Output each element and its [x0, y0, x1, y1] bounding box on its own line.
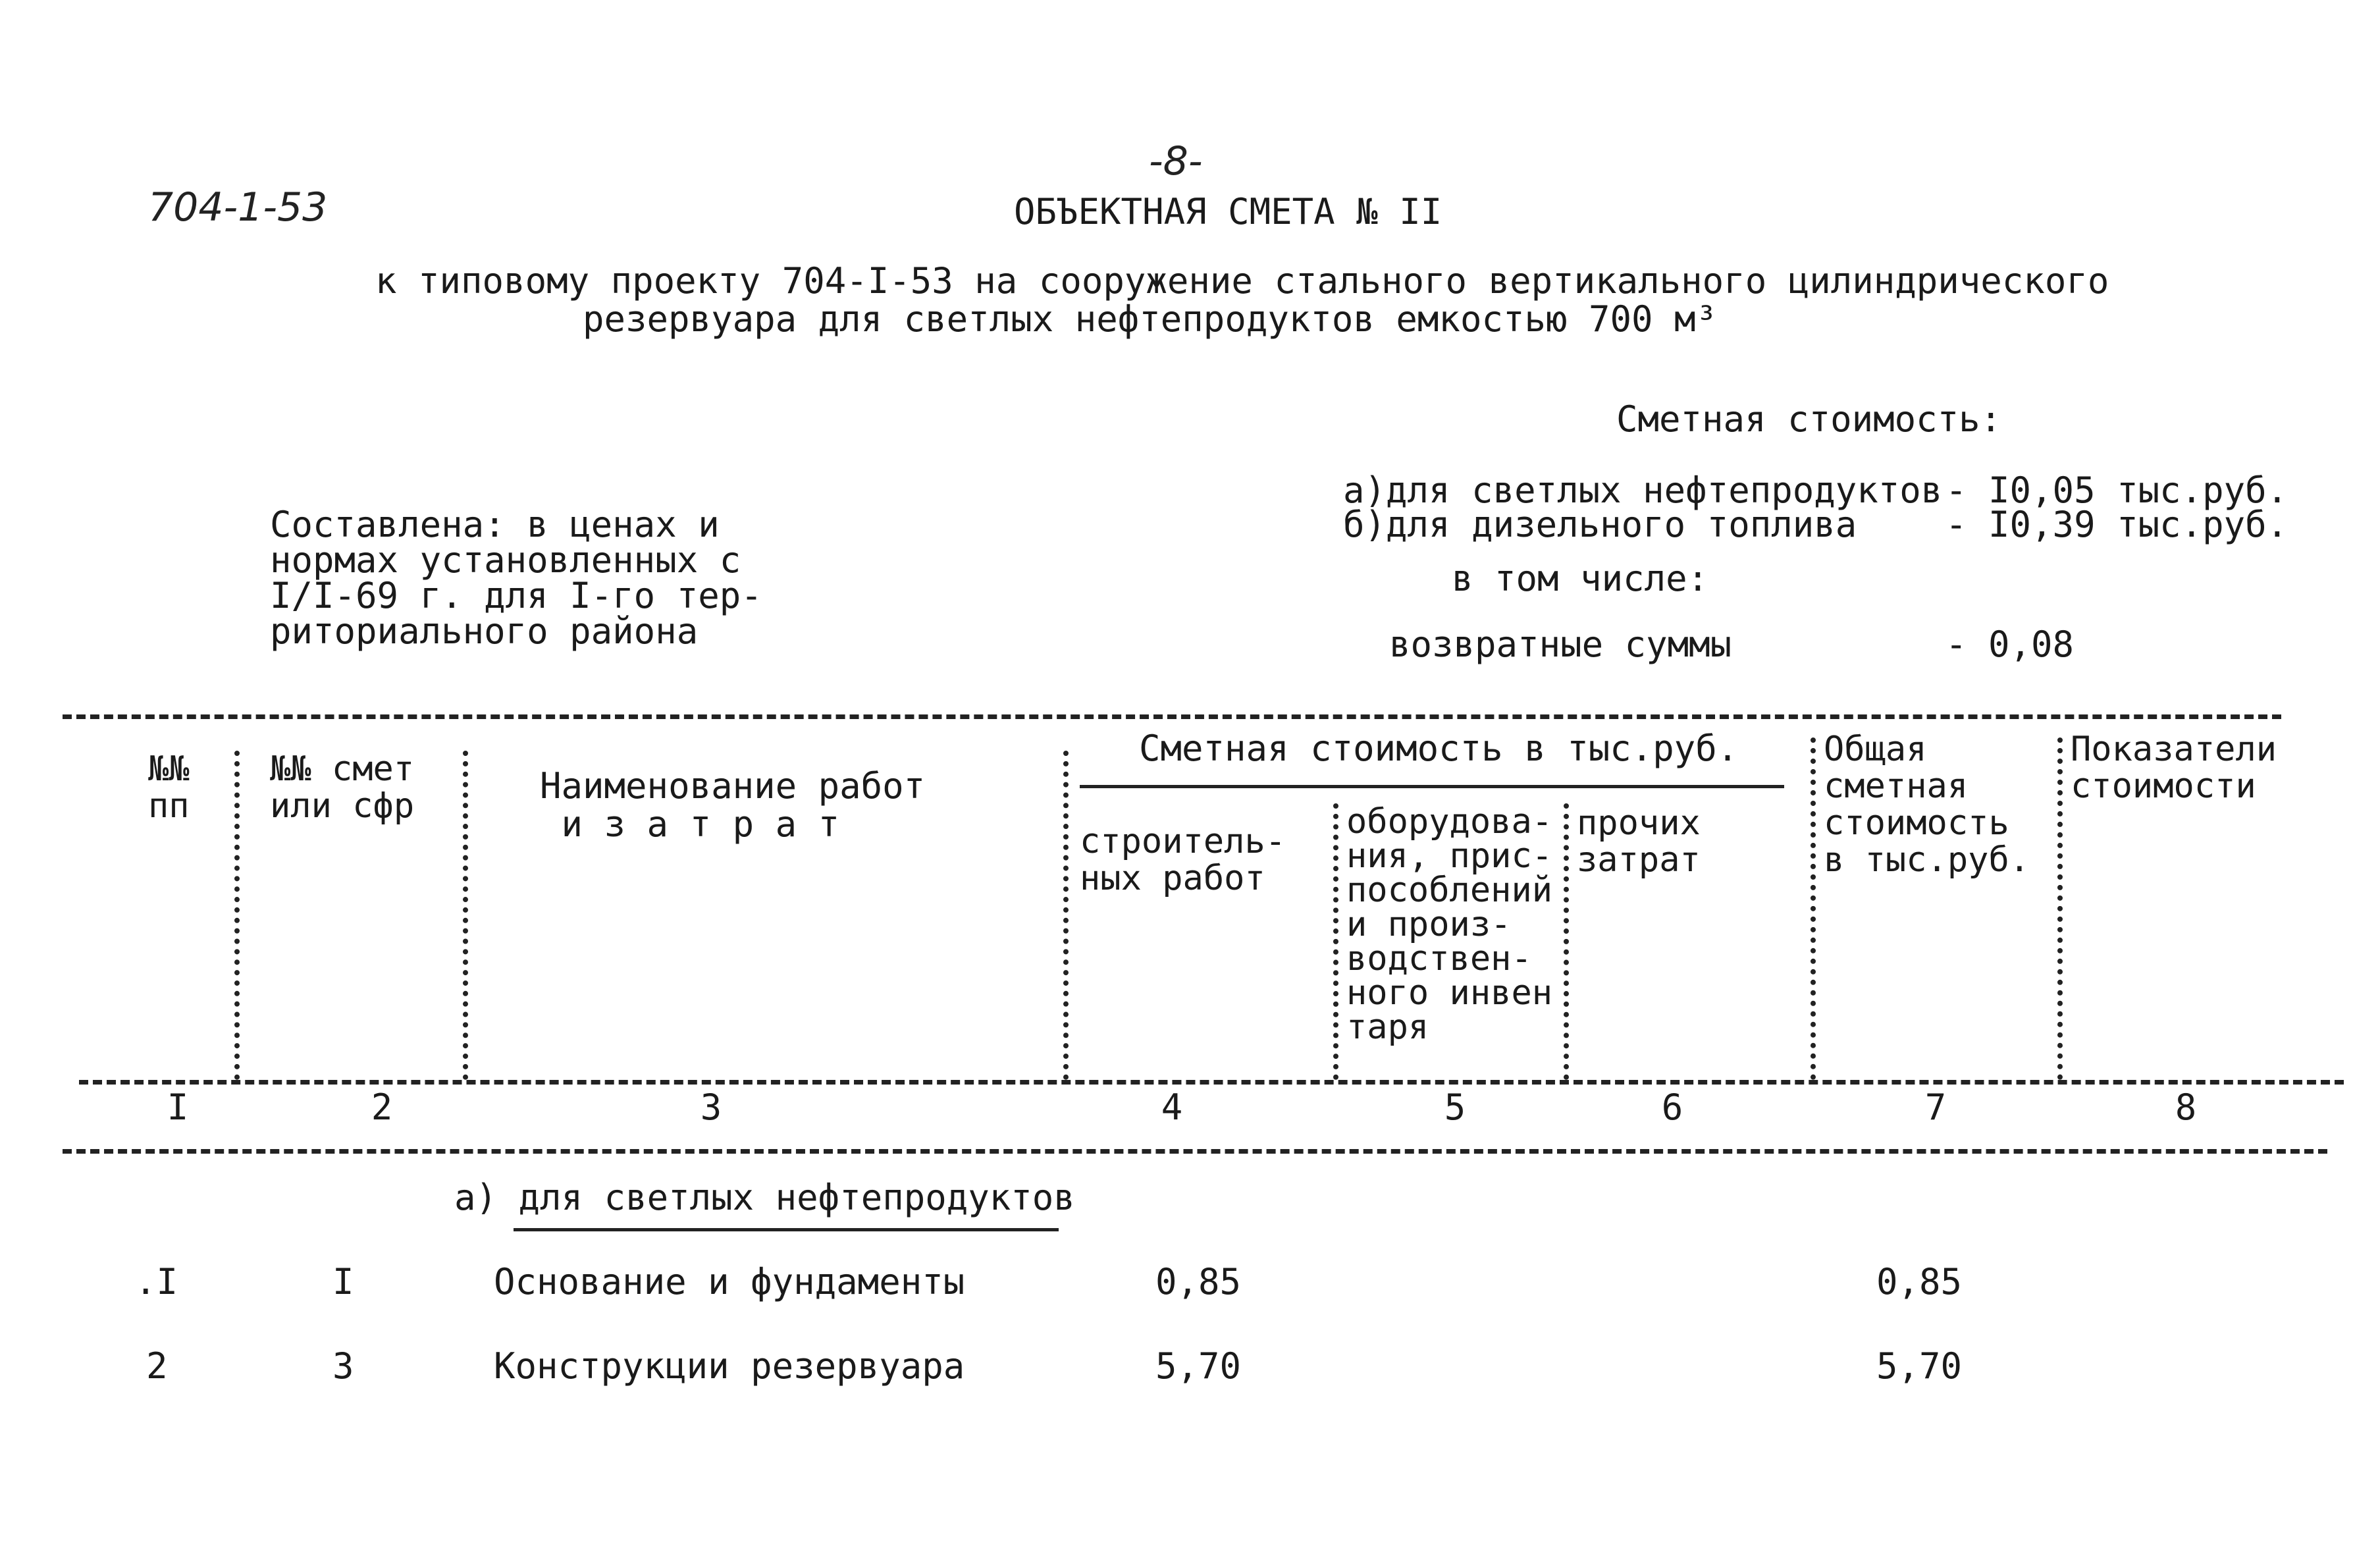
column-number-8: 8	[2175, 1087, 2197, 1128]
row-1-total-cost: 0,85	[1876, 1261, 1963, 1302]
compiled-line-3: I/I-69 г. для I-го тер-	[270, 575, 762, 616]
col-separator-6	[1811, 738, 1816, 1080]
numbers-bottom-rule	[63, 1149, 2327, 1154]
cost-line-b-value: - I0,39 тыс.руб.	[1945, 504, 2288, 545]
compiled-line-2: нормах установленных с	[270, 539, 741, 581]
header-col-6: прочих затрат	[1577, 803, 1701, 880]
row-2-total-cost: 5,70	[1876, 1345, 1963, 1387]
column-number-2: 2	[371, 1087, 393, 1128]
column-number-1: I	[167, 1087, 189, 1128]
header-col-7: Общая сметная стоимость в тыс.руб.	[1824, 730, 2030, 880]
row-2-build-cost: 5,70	[1155, 1345, 1242, 1387]
subtitle-line-2: резервуара для светлых нефтепродуктов емкостью 700 м³	[583, 298, 1718, 340]
document-code: 704-1-53	[148, 184, 328, 230]
returns-label: возвратные суммы	[1389, 624, 1732, 665]
header-group-cost: Сметная стоимость в тыс.руб.	[1139, 728, 1739, 769]
cost-heading: Сметная стоимость:	[1616, 398, 2002, 440]
row-2-number: 2	[146, 1345, 168, 1387]
col-separator-3	[1063, 751, 1069, 1080]
col-separator-5	[1564, 803, 1569, 1080]
column-number-3: 3	[700, 1087, 722, 1128]
cost-line-a-label: а)для светлых нефтепродуктов	[1343, 469, 1943, 511]
header-bottom-rule	[79, 1080, 2344, 1085]
subtitle-line-1: к типовому проекту 704-I-53 на сооружение стального вертикального цилиндрического	[375, 260, 2109, 302]
column-number-4: 4	[1161, 1087, 1183, 1128]
row-2-name: Конструкции резервуара	[494, 1345, 965, 1387]
col-separator-4	[1333, 803, 1338, 1080]
section-title: а) для светлых нефтепродуктов	[454, 1177, 1075, 1218]
compiled-line-4: риториального района	[270, 610, 699, 652]
compiled-line-1: Составлена: в ценах и	[270, 504, 720, 545]
cost-including: в том числе:	[1452, 558, 1709, 599]
col-separator-7	[2057, 738, 2063, 1080]
header-col-8: Показатели стоимости	[2071, 730, 2277, 806]
header-col-5: оборудова- ния, прис- пособлений и произ- водствен- ного инвен таря	[1346, 802, 1553, 1047]
header-col-1: №№ пп	[148, 749, 190, 826]
row-1-name: Основание и фундаменты	[494, 1261, 965, 1302]
returns-value: - 0,08	[1945, 624, 2075, 665]
col-separator-2	[463, 751, 468, 1080]
cost-line-a-value: - I0,05 тыс.руб.	[1945, 469, 2288, 511]
page-number: -8-	[1149, 138, 1203, 184]
cost-line-b-label: б)для дизельного топлива	[1343, 504, 1857, 545]
row-1-build-cost: 0,85	[1155, 1261, 1242, 1302]
col-separator-1	[234, 751, 240, 1080]
row-1-smeta: I	[332, 1261, 354, 1302]
page-title: ОБЪЕКТНАЯ СМЕТА № II	[1014, 191, 1442, 232]
row-2-smeta: 3	[332, 1345, 354, 1387]
column-number-7: 7	[1924, 1087, 1947, 1128]
header-col-2: №№ смет или сфр	[270, 749, 415, 826]
column-number-5: 5	[1444, 1087, 1466, 1128]
header-col-3: Наименование работ и з а т р а т	[540, 765, 926, 845]
column-number-6: 6	[1661, 1087, 1683, 1128]
table-top-rule	[63, 714, 2281, 719]
row-1-number: .I	[135, 1261, 178, 1302]
group-header-rule	[1080, 785, 1784, 788]
section-title-underline	[514, 1228, 1059, 1231]
header-col-4: строитель- ных работ	[1080, 822, 1286, 898]
